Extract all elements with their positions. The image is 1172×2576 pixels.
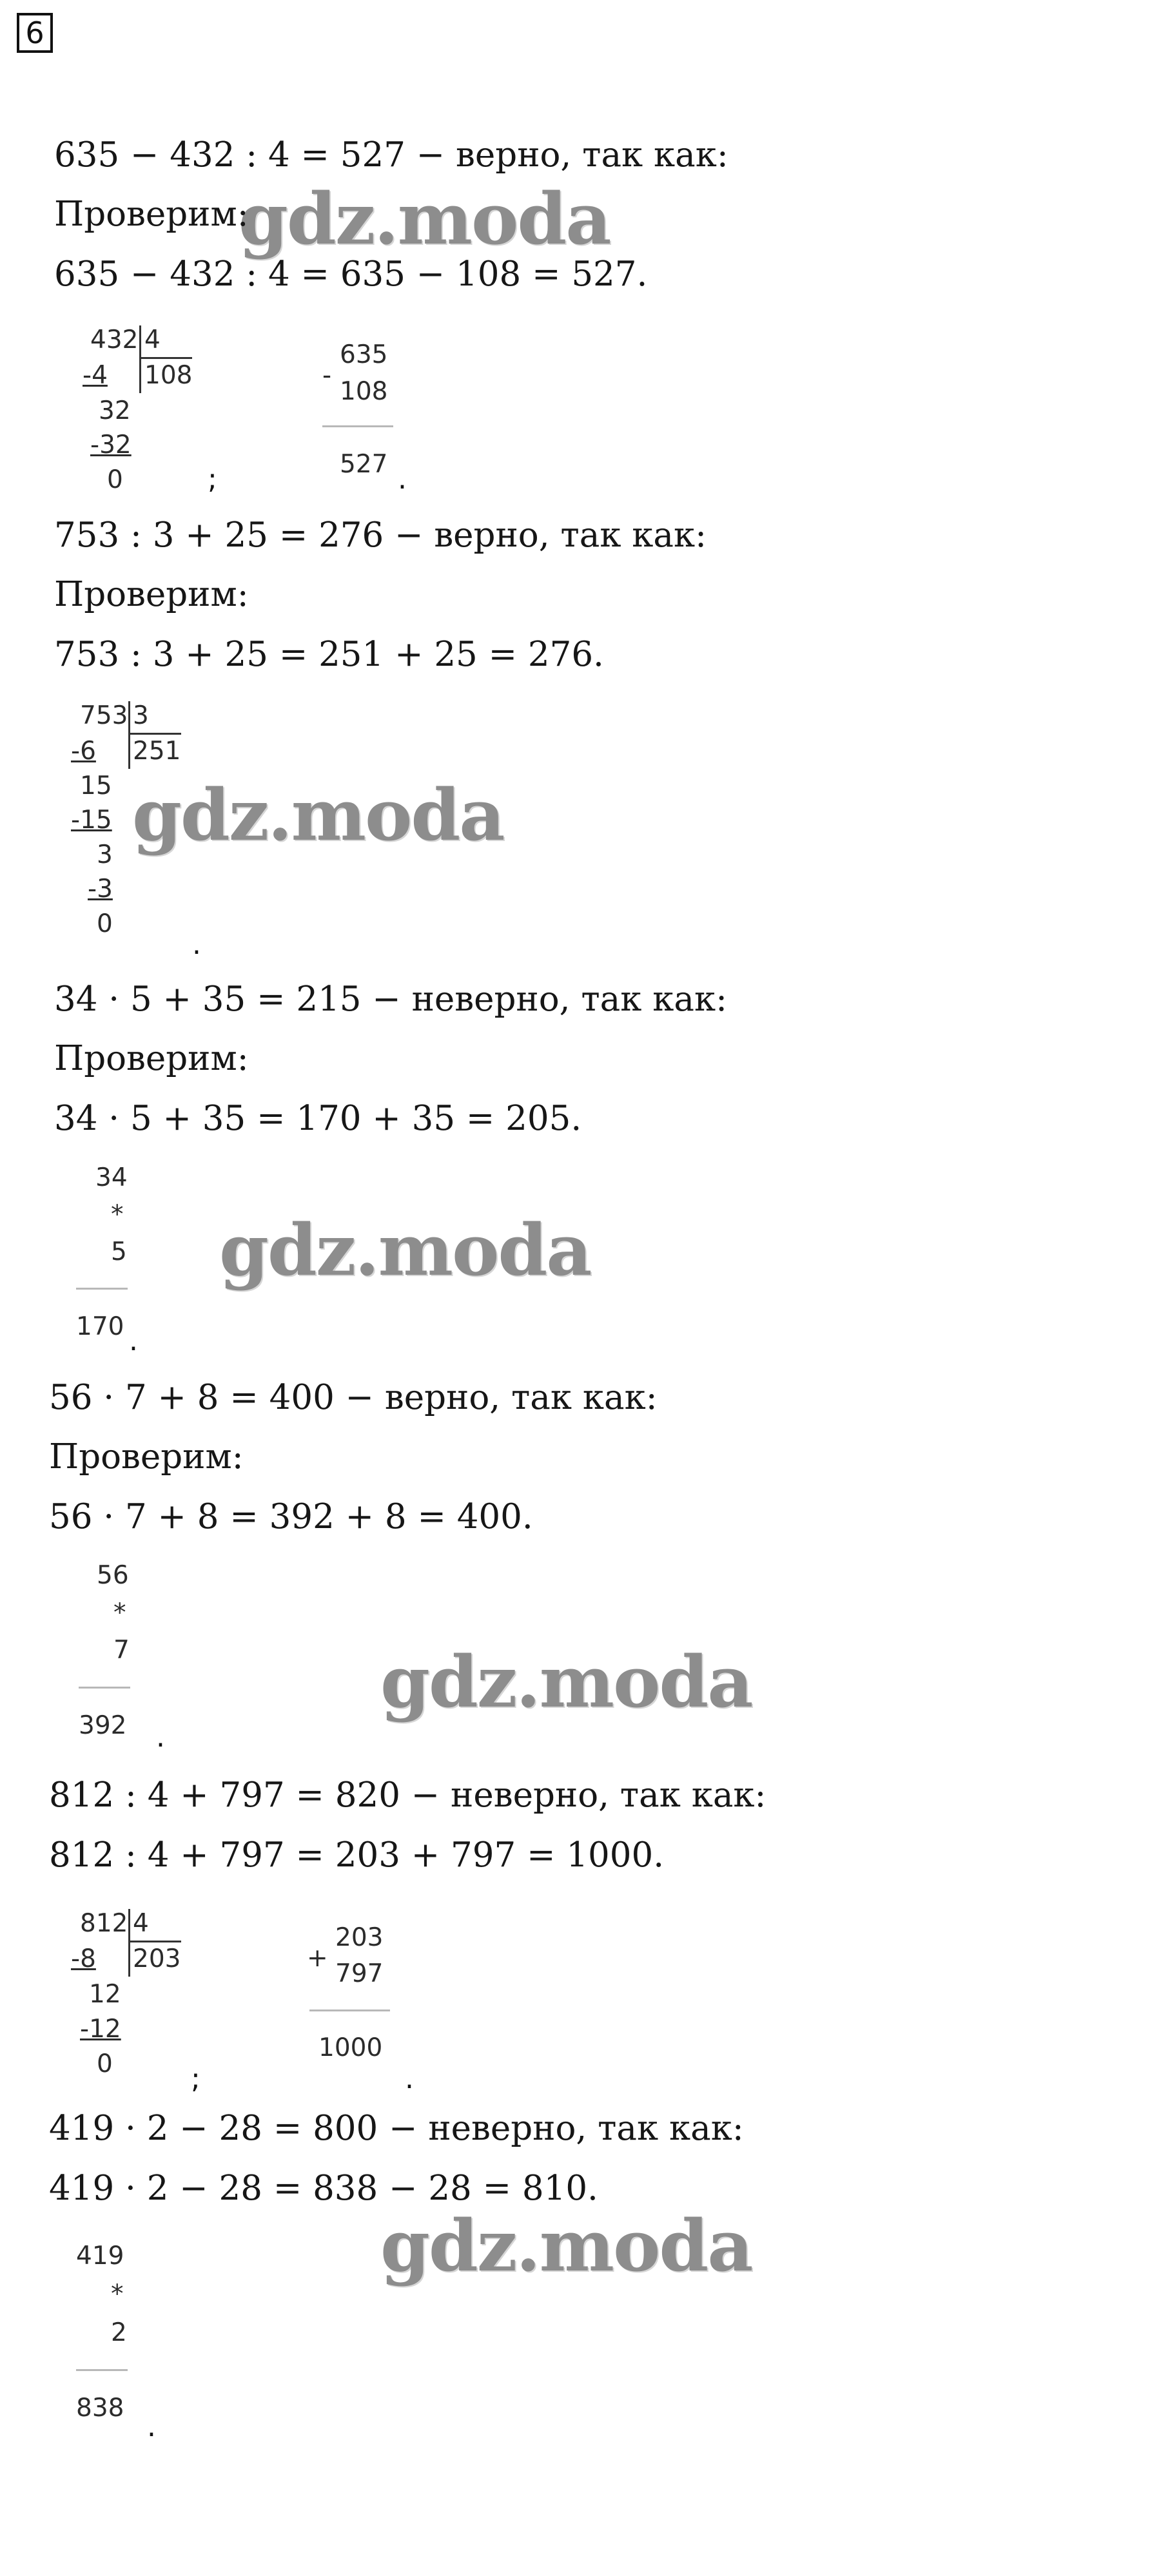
result: 170 [76,1312,124,1341]
divisor: 3 [133,701,149,730]
quotient: 251 [133,737,181,766]
watermark: gdz.moda [132,773,504,857]
operand: 2 [111,2318,127,2347]
check-label-1: Проверим: [54,195,249,234]
statement-6: 419 · 2 − 28 = 800 − неверно, так как: [49,2109,744,2148]
step: -6 [71,737,96,766]
operand: 34 [95,1163,128,1192]
result: 838 [76,2394,124,2423]
divisor: 4 [133,1909,149,1938]
multiply-sign: * [111,1200,124,1229]
statement-5: 812 : 4 + 797 = 820 − неверно, так как: [49,1776,767,1815]
operand: 203 [335,1923,384,1952]
calculation-3: 34 · 5 + 35 = 170 + 35 = 205. [54,1099,582,1138]
operand: 56 [97,1561,129,1590]
step: -12 [80,2015,121,2044]
step: -15 [71,806,112,835]
quotient: 203 [133,1944,181,1973]
calculation-5: 812 : 4 + 797 = 203 + 797 = 1000. [49,1835,665,1875]
operand: 108 [340,377,388,406]
step: -3 [88,875,113,904]
result: 1000 [318,2033,383,2062]
dividend: 753 [80,701,128,730]
step: 12 [89,1980,121,2009]
watermark: gdz.moda [380,1640,752,1723]
check-label-4: Проверим: [49,1437,244,1477]
multiply-sign: * [111,2280,124,2309]
step: 15 [80,771,112,800]
multiply-sign: * [113,1598,126,1627]
step: 3 [97,840,113,869]
step: 32 [99,396,131,425]
statement-4: 56 · 7 + 8 = 400 − верно, так как: [49,1378,658,1417]
calculation-6: 419 · 2 − 28 = 838 − 28 = 810. [49,2169,598,2208]
step: -4 [83,361,108,390]
task-number-badge: 6 [17,13,53,53]
quotient: 108 [144,361,193,390]
divisor: 4 [144,325,161,354]
calculation-2: 753 : 3 + 25 = 251 + 25 = 276. [54,635,604,674]
step: -32 [90,431,132,460]
step: 0 [97,2049,113,2078]
calculation-4: 56 · 7 + 8 = 392 + 8 = 400. [49,1497,533,1536]
operand: 5 [111,1237,127,1266]
result: 527 [340,450,388,479]
step: 0 [97,909,113,938]
dividend: 812 [80,1909,128,1938]
step: 0 [107,465,123,494]
statement-2: 753 : 3 + 25 = 276 − верно, так как: [54,516,707,555]
step: -8 [71,1944,96,1973]
watermark: gdz.moda [380,2204,752,2287]
operand: 7 [113,1636,130,1665]
dividend: 432 [90,325,139,354]
operand: 419 [76,2242,124,2271]
check-label-2: Проверим: [54,575,249,614]
plus-sign: + [307,1944,328,1973]
watermark: gdz.moda [239,177,610,260]
result: 392 [79,1711,127,1740]
minus-sign: - [322,361,332,390]
statement-3: 34 · 5 + 35 = 215 − неверно, так как: [54,980,727,1019]
calculation-1: 635 − 432 : 4 = 635 − 108 = 527. [54,255,648,294]
statement-1: 635 − 432 : 4 = 527 − верно, так как: [54,135,728,175]
check-label-3: Проверим: [54,1039,249,1078]
watermark: gdz.moda [219,1208,591,1292]
operand: 635 [340,340,388,369]
operand: 797 [335,1959,384,1988]
